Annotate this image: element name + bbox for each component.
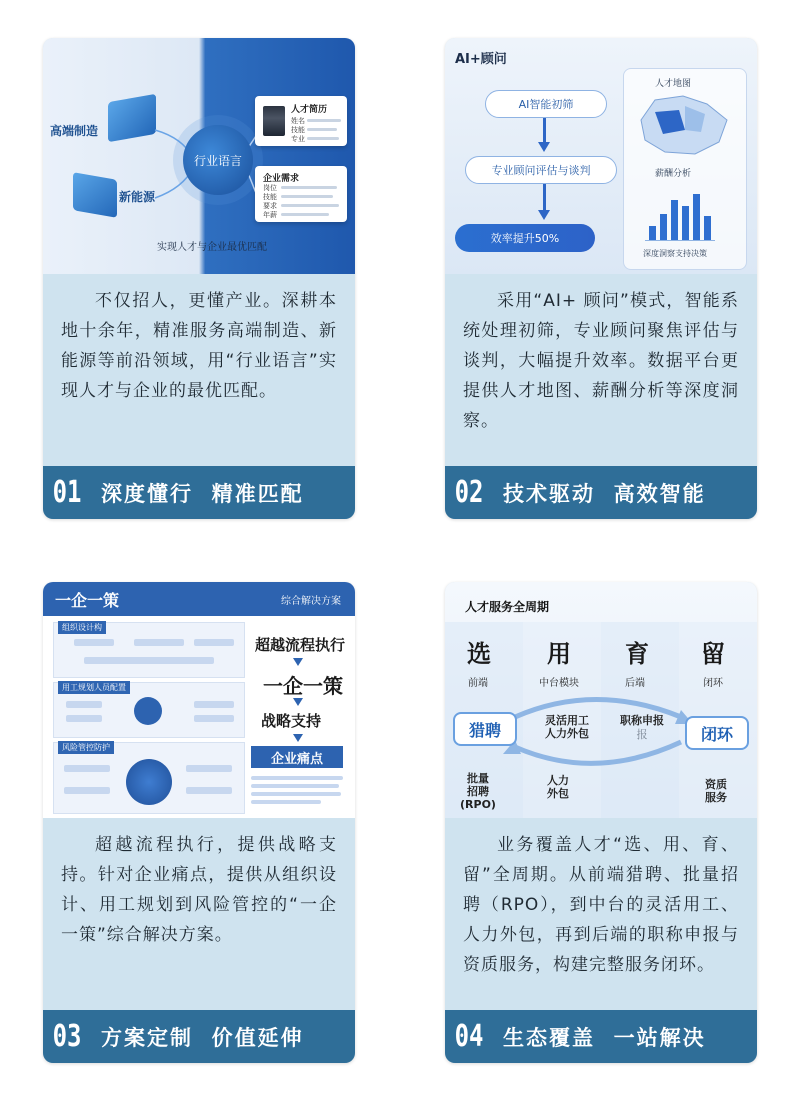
salary-analysis-label: 薪酬分析 [655, 169, 692, 179]
card-03-text: 超越流程执行，提供战略支持。针对企业痛点，提供从组织设计、用工规划到风险管控的“一企一策”综合解决方案。 [61, 835, 337, 945]
card-03 [43, 582, 355, 1063]
card-04 [445, 582, 757, 1063]
org-design-panel [53, 622, 245, 678]
card-03-title: 方案定制 价值延伸 [101, 1025, 304, 1050]
salary-bar [649, 226, 656, 240]
salary-bar [682, 206, 689, 240]
risk-control-tag: 风险管控防护 [58, 741, 114, 754]
lifecycle-header: 人才服务全周期 [465, 600, 550, 614]
card-04-illustration [445, 582, 757, 818]
stage-retain: 留 [701, 640, 725, 668]
stage-use: 用 [547, 640, 571, 668]
flow-down-arrow-2 [293, 698, 303, 706]
resume-field-skill: 技能 [291, 126, 305, 134]
rpo-label: 批量 招聘 (RPO) [460, 772, 496, 811]
card-04-text: 业务覆盖人才“选、用、育、留”全周期。从前端猎聘、批量招聘（RPO），到中台的灵活用工、人力外包，再到后端的职称申报与资质服务，构建完整服务闭环。 [463, 835, 739, 975]
card-01-text: 不仅招人，更懂产业。深耕本地十余年，精准服务高端制造、新能源等前沿领域，用“行业语言”实现人才与企业的最优匹配。 [61, 291, 337, 401]
resume-card [255, 96, 347, 146]
consultant-step: 专业顾问评估与谈判 [465, 156, 617, 184]
stage-grow-sub: 后端 [625, 678, 645, 689]
flow-strategy-support: 战略支持 [261, 712, 322, 730]
card-01-illustration [43, 38, 355, 274]
card-01-title: 深度懂行 精准匹配 [101, 481, 304, 506]
qualification-label: 资质 服务 [705, 778, 727, 804]
salary-bar [671, 200, 678, 240]
ai-consultant-header: AI+顾问 [455, 52, 507, 67]
flow-one-policy: 一企一策 [263, 674, 343, 698]
staffing-tag: 用工规划人员配置 [58, 681, 130, 694]
demand-field-1: 岗位 [263, 184, 277, 192]
headhunting-badge: 猎聘 [453, 712, 517, 746]
card-01-body [43, 274, 355, 466]
solution-header-title: 一企一策 [55, 591, 120, 610]
flow-arrow-2 [538, 210, 550, 220]
match-caption: 实现人才与企业最优匹配 [157, 242, 267, 253]
outsourcing-label: 人力 外包 [547, 774, 569, 800]
salary-bar [693, 194, 700, 240]
card-01 [43, 38, 355, 519]
insight-label: 深度洞察支持决策 [643, 249, 707, 258]
salary-bar-chart [645, 188, 715, 241]
card-01-footer [43, 466, 355, 519]
card-03-illustration [43, 582, 355, 818]
card-02-illustration [445, 38, 757, 274]
card-04-title: 生态覆盖 一站解决 [503, 1025, 706, 1050]
flow-beyond-process: 超越流程执行 [255, 636, 346, 654]
title-application-label-2: 报 [636, 728, 648, 741]
demand-field-3: 要求 [263, 202, 277, 210]
card-04-number: 04 [454, 1019, 484, 1054]
card-03-body [43, 818, 355, 1010]
resume-field-major: 专业 [291, 135, 305, 143]
demand-card [255, 166, 347, 222]
staffing-panel [53, 682, 245, 738]
stage-select: 选 [467, 640, 491, 668]
salary-bar [660, 214, 667, 240]
stage-use-sub: 中台模块 [539, 678, 579, 689]
solution-header-subtitle: 综合解决方案 [281, 596, 341, 607]
stage-retain-sub: 闭环 [703, 678, 723, 689]
salary-bar [704, 216, 711, 240]
shield-icon [126, 759, 172, 805]
demand-title: 企业需求 [263, 174, 300, 184]
org-design-tag: 组织设计构 [58, 621, 106, 634]
label-high-end-manufacturing: 高端制造 [50, 124, 99, 138]
closed-loop-badge: 闭环 [685, 716, 749, 750]
card-02 [445, 38, 757, 519]
card-04-body [445, 818, 757, 1010]
card-01-number: 01 [52, 475, 82, 510]
card-03-number: 03 [52, 1019, 82, 1054]
demand-field-4: 年薪 [263, 211, 277, 219]
demand-field-2: 技能 [263, 193, 277, 201]
card-04-footer [445, 1010, 757, 1063]
ai-screening-step: AI智能初筛 [485, 90, 607, 118]
risk-control-panel [53, 742, 245, 814]
industry-language-hub: 行业语言 [183, 125, 253, 195]
card-02-number: 02 [454, 475, 484, 510]
resume-title: 人才简历 [291, 105, 328, 115]
flexible-staffing-label: 灵活用工 人力外包 [545, 714, 589, 740]
flow-arrow-1 [538, 142, 550, 152]
efficiency-step: 效率提升50% [455, 224, 595, 252]
talent-map-label: 人才地图 [655, 79, 692, 89]
pain-point-badge: 企业痛点 [251, 746, 343, 768]
card-02-title: 技术驱动 高效智能 [503, 481, 706, 506]
solution-header [43, 582, 355, 616]
person-photo-icon [263, 106, 285, 136]
resume-field-name: 姓名 [291, 117, 305, 125]
flow-down-arrow-1 [293, 658, 303, 666]
card-02-footer [445, 466, 757, 519]
label-new-energy: 新能源 [119, 190, 156, 204]
card-03-footer [43, 1010, 355, 1063]
stage-select-sub: 前端 [468, 678, 488, 689]
stage-grow: 育 [625, 640, 649, 668]
card-02-text: 采用“AI+ 顾问”模式，智能系统处理初筛，专业顾问聚焦评估与谈判，大幅提升效率。数据平台更提供人才地图、薪酬分析等深度洞察。 [463, 291, 739, 431]
staffing-hub-icon [134, 697, 162, 725]
talent-map-icon [635, 90, 733, 160]
card-02-body [445, 274, 757, 466]
title-application-label: 职称申报 [620, 714, 664, 727]
flow-down-arrow-3 [293, 734, 303, 742]
